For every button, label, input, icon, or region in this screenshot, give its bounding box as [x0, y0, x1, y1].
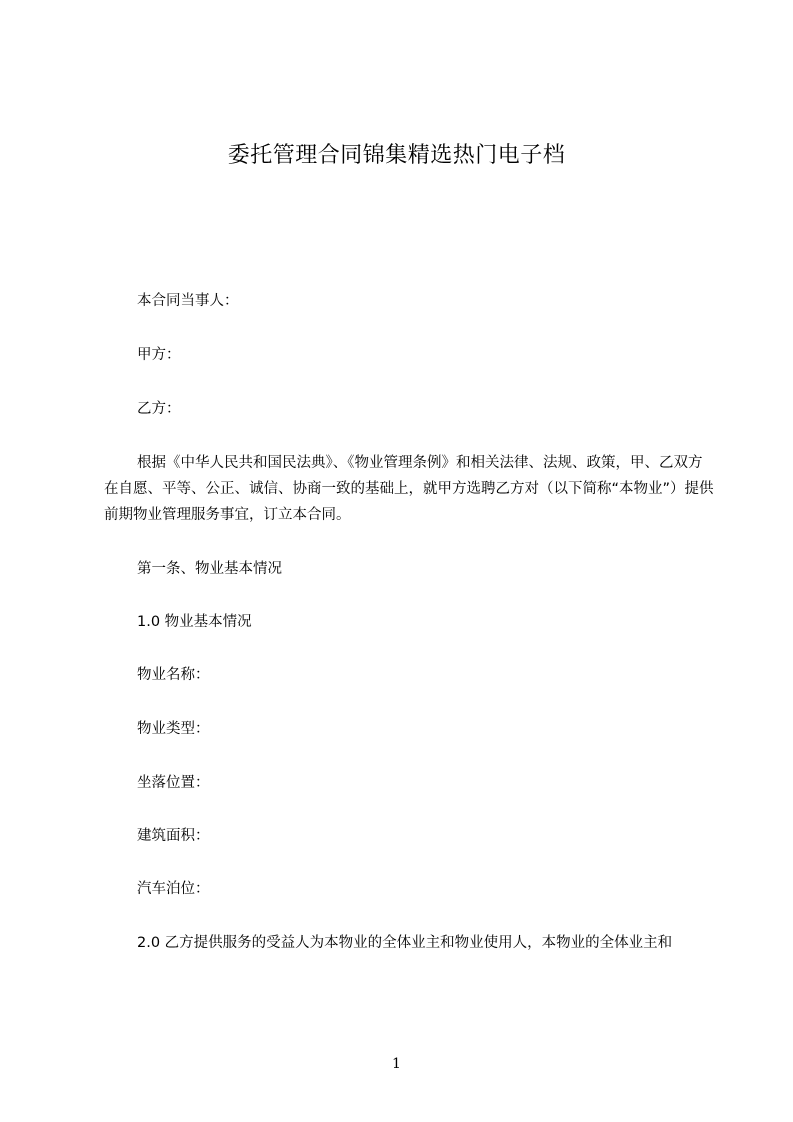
section-1-0-heading: 1.0 物业基本情况 [137, 614, 252, 630]
preamble-paragraph: 根据《中华人民共和国民法典》、《物业管理条例》和相关法律、法规、政策，甲、乙双方在自愿、平等、公正、诚信、协商一致的基础上，就甲方选聘乙方对（以下简称“本物业”）提供前期物业管理服务事宜，订立本合同。 [104, 455, 714, 523]
party-b-line: 乙方： [137, 401, 181, 417]
parties-heading: 本合同当事人： [137, 293, 239, 309]
property-type-line: 物业类型： [137, 721, 210, 737]
page-number: 1 [392, 1056, 401, 1072]
article-one-heading: 第一条、物业基本情况 [137, 561, 282, 577]
party-a-line: 甲方： [137, 347, 181, 363]
parking-line: 汽车泊位： [137, 881, 210, 897]
property-name-line: 物业名称： [137, 667, 210, 683]
building-area-line: 建筑面积： [137, 828, 210, 844]
location-line: 坐落位置： [137, 775, 210, 791]
section-2-0-paragraph: 2.0 乙方提供服务的受益人为本物业的全体业主和物业使用人，本物业的全体业主和 [137, 935, 673, 951]
document-title: 委托管理合同锦集精选热门电子档 [227, 143, 566, 168]
